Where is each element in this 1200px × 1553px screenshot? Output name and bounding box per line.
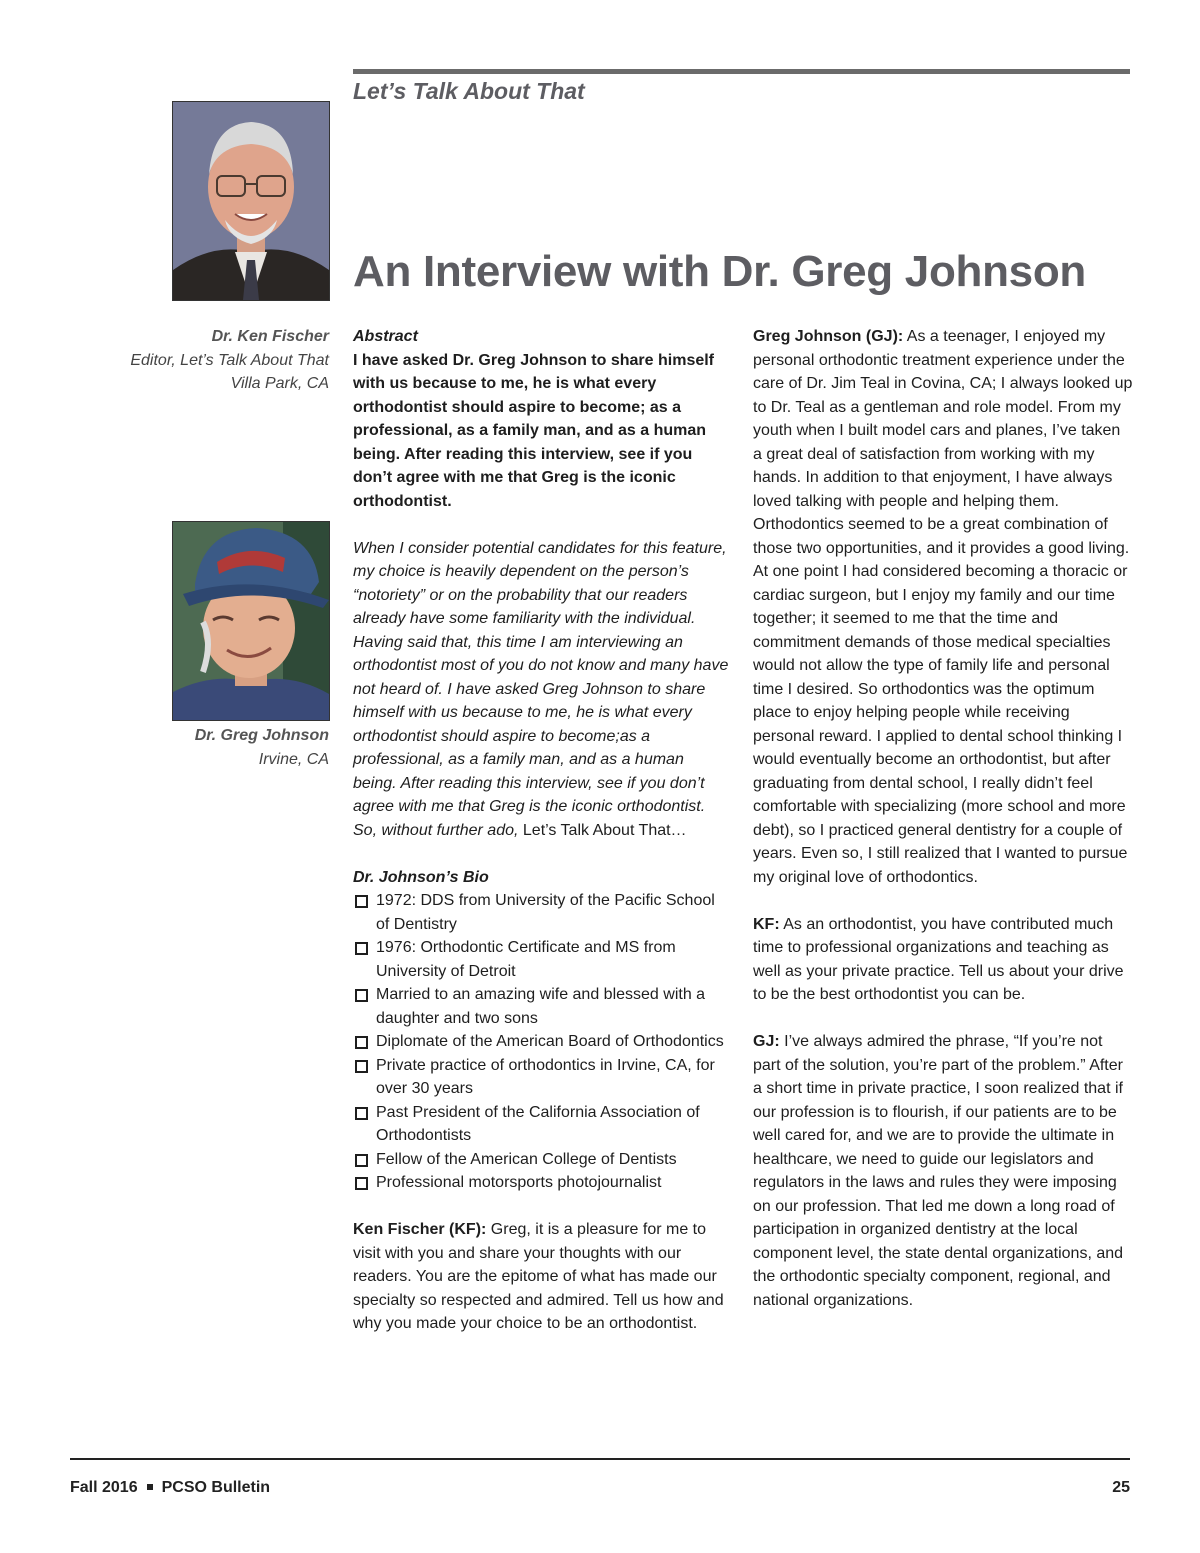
checkbox-icon xyxy=(355,1107,368,1120)
editor-caption xyxy=(130,325,329,396)
section-label: Let’s Talk About That xyxy=(353,78,585,104)
bio-item xyxy=(353,889,731,936)
bio-item-text: Private practice of orthodontics in Irvine, CA, for over 30 years xyxy=(376,1056,715,1097)
interview-text: I’ve always admired the phrase, “If you’re not part of the solution, you’re part of the problem.” After a short time in private practice, I soon realized that if our profession is to flourish, if our patients are to be well cared for, and we are to provide the ultimate in healthcare, we need to guide our legislators and regulators in the laws and rules they were imposing on our profession. That led me down a long road of participation in organized dentistry at the local component level, the state dental organizations, and the orthodontic specialty component, regional, and national organizations. xyxy=(753,1033,1124,1309)
interview-answer-2 xyxy=(753,1030,1133,1312)
intro-closing: Let’s Talk About That… xyxy=(522,821,687,839)
bio-item xyxy=(353,983,731,1030)
interview-question-2 xyxy=(753,913,1133,1007)
abstract-heading: Abstract xyxy=(353,328,418,345)
speaker-label: KF: xyxy=(753,915,780,933)
bio-item xyxy=(353,1148,731,1172)
interview-answer-1 xyxy=(753,325,1133,889)
intro-paragraph xyxy=(353,537,731,843)
interview-text: Greg, it is a pleasure for me to visit with you and share your thoughts with our readers. You are the epitome of what has made our specialty so respected and admired. Tell us how and why you made your choice to be an orthodontist. xyxy=(353,1221,724,1332)
bio-item xyxy=(353,1171,731,1195)
checkbox-icon xyxy=(355,1036,368,1049)
bio-item-text: Married to an amazing wife and blessed with a daughter and two sons xyxy=(376,986,706,1027)
bio-item-text: Fellow of the American College of Dentists xyxy=(376,1150,677,1168)
right-column xyxy=(753,325,1133,1336)
interview-text: As a teenager, I enjoyed my personal orthodontic treatment experience under the care of Dr. Jim Teal in Covina, CA; I always looked up to Dr. Teal as a gentleman and role model. From my youth when I built model cars and planes, I’ve taken a great deal of satisfaction from working with my hands. In addition to that enjoyment, I have always loved talking with people and helping them. Orthodontics seemed to be a great combination of those two opportunities, and it provides a good living. At one point I had considered becoming a thoracic or cardiac surgeon, but I enjoy my family and our time together; it seemed to me that the time and commitment demands of those medical specialties would not allow the type of family life and personal time I desired. So orthodontics was the optimum place to enjoy helping people while receiving personal reward. I applied to dental school thinking I would eventually become an orthodontist, but after graduating from dental school, I really didn’t feel comfortable with specializing (more school and more debt), so I practiced general dentistry for a couple of years. Even so, I still realized that I wanted to pursue my original love of orthodontics. xyxy=(753,328,1133,886)
bio-item xyxy=(353,1054,731,1101)
speaker-label: Greg Johnson (GJ): xyxy=(753,328,904,345)
checkbox-icon xyxy=(355,895,368,908)
footer-issue-date: Fall 2016 xyxy=(70,1479,138,1496)
left-column xyxy=(353,325,731,1359)
footer-issue xyxy=(70,1479,270,1497)
subject-name: Dr. Greg Johnson xyxy=(194,727,329,744)
editor-location: Villa Park, CA xyxy=(230,375,329,392)
bio-item-text: Diplomate of the American Board of Orthodontics xyxy=(376,1033,724,1050)
checkbox-icon xyxy=(355,989,368,1002)
bio-item-text: Professional motorsports photojournalist xyxy=(376,1174,662,1191)
square-bullet-icon xyxy=(147,1484,153,1490)
bio-item-text: 1972: DDS from University of the Pacific School of Dentistry xyxy=(376,892,715,933)
checkbox-icon xyxy=(355,1060,368,1073)
portrait-ken-fischer-photo xyxy=(172,101,330,301)
portrait-greg-johnson-photo xyxy=(172,521,330,721)
abstract-text: I have asked Dr. Greg Johnson to share himself with us because to me, he is what every orthodontist should aspire to become; as a professional, as a family man, and as a human being. After reading this interview, see if you don’t agree with me that Greg is the iconic orthodontist. xyxy=(353,351,715,510)
header-rule xyxy=(353,69,1130,74)
speaker-label: Ken Fischer (KF): xyxy=(353,1221,487,1238)
bio-item-text: 1976: Orthodontic Certificate and MS from University of Detroit xyxy=(376,939,676,980)
bio-item xyxy=(353,1101,731,1148)
checkbox-icon xyxy=(355,942,368,955)
page-title: An Interview with Dr. Greg Johnson xyxy=(353,247,1087,296)
editor-role: Editor, Let’s Talk About That xyxy=(130,351,329,369)
checkbox-icon xyxy=(355,1154,368,1167)
subject-location: Irvine, CA xyxy=(258,750,329,768)
page-number: 25 xyxy=(1112,1479,1130,1496)
bio-item xyxy=(353,936,731,983)
footer-publication: PCSO Bulletin xyxy=(161,1479,271,1496)
intro-text: When I consider potential candidates for this feature, my choice is heavily dependent on the person’s “notoriety” or on the probability that our readers already have some familiarity with the individual. Having said that, this time I am interviewing an orthodontist most of you do not know and many have not heard of. I have asked Greg Johnson to share himself with us because to me, he is what every orthodontist should aspire to become;as a professional, as a family man, and as a human being. After reading this interview, see if you don’t agree with me that Greg is the iconic orthodontist. So, without further ado, xyxy=(353,539,729,839)
editor-name: Dr. Ken Fischer xyxy=(211,328,329,345)
footer-rule xyxy=(70,1458,1130,1460)
bio-heading: Dr. Johnson’s Bio xyxy=(353,868,489,886)
bio-list xyxy=(353,889,731,1195)
subject-caption xyxy=(195,724,329,771)
bio-item xyxy=(353,1030,731,1054)
checkbox-icon xyxy=(355,1177,368,1190)
interview-text: As an orthodontist, you have contributed much time to professional organizations and teaching as well as your private practice. Tell us about your drive to be the best orthodontist you can be. xyxy=(753,915,1124,1003)
bio-item-text: Past President of the California Association of Orthodontists xyxy=(376,1103,700,1144)
interview-question-1 xyxy=(353,1218,731,1336)
speaker-label: GJ: xyxy=(753,1033,780,1050)
